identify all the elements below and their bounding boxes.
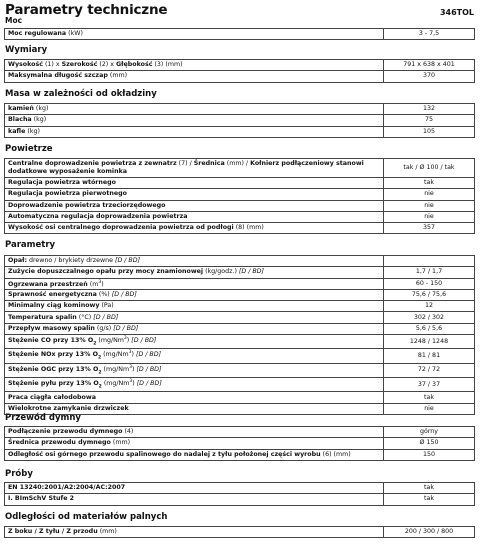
label-segment: ) bbox=[131, 365, 137, 373]
param-value: 5,6 / 5,6 bbox=[384, 323, 475, 334]
param-label bbox=[5, 392, 384, 403]
label-segment: 2 bbox=[98, 384, 102, 390]
label-segment: (2) x bbox=[97, 61, 116, 69]
section-heading-tests: Próby bbox=[5, 469, 33, 479]
label-segment: (mm) bbox=[107, 72, 128, 80]
label-segment: Regulacja powietrza wtórnego bbox=[8, 179, 116, 187]
spec-table-flue bbox=[4, 426, 475, 461]
param-label bbox=[5, 71, 384, 82]
label-segment: Kołnierz podłączeniowy stanowi dodatkowe wyposażenie kominka bbox=[8, 160, 364, 175]
param-label bbox=[5, 349, 384, 363]
label-segment: Minimalny ciąg kominowy bbox=[8, 302, 100, 310]
label-segment: ) bbox=[101, 280, 104, 288]
label-segment: Wysokość bbox=[8, 61, 43, 69]
spec-row bbox=[5, 378, 475, 392]
param-label bbox=[5, 363, 384, 377]
label-segment: Wielokrotne zamykanie drzwiczek bbox=[8, 404, 129, 412]
param-value: 200 / 300 / 800 bbox=[384, 527, 475, 538]
spec-row bbox=[5, 178, 475, 189]
spec-table-clearances bbox=[4, 526, 475, 538]
param-label bbox=[5, 323, 384, 334]
label-segment: [D / BD] bbox=[135, 351, 162, 359]
label-segment: 3 bbox=[128, 350, 132, 356]
param-label bbox=[5, 278, 384, 289]
label-segment: 2 bbox=[93, 341, 97, 347]
label-segment: Moc regulowana bbox=[8, 30, 67, 38]
label-segment: Szerokość bbox=[61, 61, 98, 69]
param-label bbox=[5, 312, 384, 323]
param-value bbox=[384, 256, 475, 267]
spec-table-mass bbox=[4, 103, 475, 138]
label-segment: Doprowadzenie powietrza trzeciorzędowego bbox=[8, 201, 166, 209]
label-segment: (1) x bbox=[42, 61, 62, 69]
param-label bbox=[5, 438, 384, 449]
section-heading-clearances: Odległości od materiałów palnych bbox=[5, 512, 168, 522]
label-segment: (8) (mm) bbox=[233, 224, 264, 232]
param-label bbox=[5, 223, 384, 234]
section-heading-flue: Przewód dymny bbox=[5, 413, 81, 423]
label-segment: 3 bbox=[123, 336, 127, 342]
param-label bbox=[5, 335, 384, 349]
spec-row bbox=[5, 427, 475, 438]
param-value: 3 - 7,5 bbox=[384, 29, 475, 40]
param-value: 81 / 81 bbox=[384, 349, 475, 363]
param-value: 370 bbox=[384, 71, 475, 82]
label-segment: Maksymalna długość szczap bbox=[8, 72, 108, 80]
label-segment: Opał: bbox=[8, 257, 27, 265]
label-segment: (mm) bbox=[97, 528, 117, 536]
param-label bbox=[5, 211, 384, 222]
label-segment: (m bbox=[87, 280, 99, 288]
label-segment: (kg) bbox=[31, 116, 47, 124]
param-label bbox=[5, 256, 384, 267]
label-segment: Stężenie OGC przy 13% O bbox=[8, 365, 99, 373]
label-segment: Praca ciągła całodobowa bbox=[8, 393, 96, 401]
spec-row bbox=[5, 392, 475, 403]
param-value: 12 bbox=[384, 301, 475, 312]
label-segment: [D / BD] bbox=[131, 337, 157, 345]
label-segment: [D / BD] bbox=[136, 380, 162, 388]
spec-row bbox=[5, 200, 475, 211]
label-segment: (Pa) bbox=[99, 302, 114, 310]
spec-row bbox=[5, 363, 475, 377]
param-value: tak bbox=[384, 494, 475, 505]
label-segment: [D / BD] bbox=[93, 313, 119, 321]
param-value: 302 / 302 bbox=[384, 312, 475, 323]
spec-table-dimensions bbox=[4, 59, 475, 83]
spec-row bbox=[5, 71, 475, 82]
label-segment: Automatyczna regulacja doprowadzenia powietrza bbox=[8, 213, 188, 221]
param-label bbox=[5, 189, 384, 200]
label-segment: (mg/Nm bbox=[101, 380, 130, 388]
param-value: 150 bbox=[384, 449, 475, 460]
param-label bbox=[5, 267, 384, 278]
label-segment: Średnica przewodu dymnego bbox=[8, 439, 111, 447]
label-segment: [D / BD] bbox=[136, 365, 162, 373]
label-segment: Regulacja powietrza pierwotnego bbox=[8, 190, 127, 198]
label-segment: Podłączenie przewodu dymnego bbox=[8, 428, 123, 436]
spec-row bbox=[5, 289, 475, 300]
spec-row bbox=[5, 211, 475, 222]
label-segment: Ogrzewana przestrzeń bbox=[8, 280, 88, 288]
label-segment: [D / BD] bbox=[111, 291, 137, 299]
param-value: górny bbox=[384, 427, 475, 438]
param-label bbox=[5, 483, 384, 494]
label-segment: (mm) / bbox=[224, 160, 251, 167]
spec-table-power bbox=[4, 28, 475, 40]
param-label bbox=[5, 200, 384, 211]
label-segment: Przepływ masowy spalin bbox=[8, 324, 95, 332]
label-segment: 3 bbox=[129, 364, 132, 370]
param-value: 75 bbox=[384, 115, 475, 126]
label-segment: (kg/godz.) bbox=[203, 268, 239, 276]
param-value: 357 bbox=[384, 223, 475, 234]
param-value: tak bbox=[384, 483, 475, 494]
label-segment: kamień bbox=[8, 105, 34, 113]
label-segment: (mg/Nm bbox=[101, 365, 130, 373]
label-segment: Z boku / Z tyłu / Z przodu bbox=[8, 528, 98, 536]
spec-row bbox=[5, 126, 475, 137]
param-label bbox=[5, 159, 384, 178]
param-value: nie bbox=[384, 200, 475, 211]
label-segment: (mg/Nm bbox=[101, 351, 129, 359]
label-segment: 3 bbox=[129, 379, 133, 385]
spec-row bbox=[5, 278, 475, 289]
param-label bbox=[5, 60, 384, 71]
section-heading-parameters: Parametry bbox=[5, 240, 56, 250]
spec-table-parameters bbox=[4, 255, 475, 415]
spec-row bbox=[5, 267, 475, 278]
section-heading-mass: Masa w zależności od okładziny bbox=[5, 89, 157, 99]
label-segment: (4) bbox=[122, 428, 134, 436]
spec-row bbox=[5, 312, 475, 323]
param-label bbox=[5, 527, 384, 538]
label-segment: I. BImSchV Stufe 2 bbox=[8, 495, 75, 503]
label-segment: 3 bbox=[98, 279, 102, 285]
spec-row bbox=[5, 159, 475, 178]
param-value: tak / Ø 100 / tak bbox=[384, 159, 475, 178]
label-segment: EN 13240:2001/A2:2004/AC:2007 bbox=[8, 484, 126, 492]
spec-row bbox=[5, 527, 475, 538]
param-value: nie bbox=[384, 211, 475, 222]
label-segment: Centralne doprowadzenie powietrza z zewnatrz bbox=[8, 160, 177, 167]
document-title: Parametry techniczne bbox=[5, 2, 168, 18]
spec-row bbox=[5, 438, 475, 449]
label-segment: Głębokość bbox=[116, 61, 153, 69]
label-segment: Zużycie dopuszczalnego opału przy mocy znamionowej bbox=[8, 268, 204, 276]
spec-row bbox=[5, 483, 475, 494]
section-heading-dimensions: Wymiary bbox=[5, 45, 48, 55]
label-segment: (mg/Nm bbox=[96, 337, 124, 345]
spec-row bbox=[5, 323, 475, 334]
label-segment: (mm) bbox=[110, 439, 131, 447]
param-value: 132 bbox=[384, 104, 475, 115]
param-value: 60 - 150 bbox=[384, 278, 475, 289]
param-value: nie bbox=[384, 189, 475, 200]
spec-row bbox=[5, 449, 475, 460]
spec-row bbox=[5, 301, 475, 312]
section-heading-air: Powietrze bbox=[5, 144, 53, 154]
label-segment: (kg) bbox=[25, 127, 40, 135]
spec-row bbox=[5, 115, 475, 126]
label-segment: Stężenie NOx przy 13% O bbox=[8, 351, 98, 359]
param-value: 37 / 37 bbox=[384, 378, 475, 392]
label-segment: kafle bbox=[8, 127, 26, 135]
label-segment: Średnica bbox=[193, 160, 225, 167]
param-label bbox=[5, 104, 384, 115]
spec-row bbox=[5, 223, 475, 234]
label-segment: Odległość osi górnego przewodu spalinowego do nadalej z tyłu położonej części wyrobu bbox=[8, 450, 321, 458]
label-segment: [D / BD] bbox=[114, 257, 141, 265]
param-value: nie bbox=[384, 403, 475, 414]
document-subtitle: Moc bbox=[5, 16, 23, 25]
spec-row bbox=[5, 349, 475, 363]
label-segment: Stężenie pyłu przy 13% O bbox=[8, 380, 99, 388]
label-segment: Temperatura spalin bbox=[8, 313, 77, 321]
spec-table-air bbox=[4, 158, 475, 234]
label-segment: (3) (mm) bbox=[152, 61, 183, 69]
label-segment: (kW) bbox=[66, 30, 83, 38]
label-segment: (%) bbox=[96, 291, 112, 299]
spec-row bbox=[5, 60, 475, 71]
param-label bbox=[5, 289, 384, 300]
model-code: 346TOL bbox=[439, 8, 474, 17]
label-segment: (kg) bbox=[33, 105, 49, 113]
spec-row bbox=[5, 494, 475, 505]
param-value: 105 bbox=[384, 126, 475, 137]
param-value: 791 x 638 x 401 bbox=[384, 60, 475, 71]
label-segment: ) bbox=[132, 380, 137, 388]
param-label bbox=[5, 178, 384, 189]
label-segment: (g/s) bbox=[94, 324, 114, 332]
label-segment: Sprawność energetyczna bbox=[8, 291, 97, 299]
label-segment: ) bbox=[131, 351, 136, 359]
param-value: tak bbox=[384, 178, 475, 189]
label-segment: [D / BD] bbox=[238, 268, 264, 276]
param-value: tak bbox=[384, 392, 475, 403]
spec-row bbox=[5, 104, 475, 115]
param-value: 1,7 / 1,7 bbox=[384, 267, 475, 278]
label-segment: ) bbox=[126, 337, 132, 345]
label-segment: Stężenie CO przy 13% O bbox=[8, 337, 94, 345]
label-segment: 2 bbox=[97, 355, 102, 361]
label-segment: [D / BD] bbox=[113, 324, 139, 332]
param-label bbox=[5, 29, 384, 40]
label-segment: 2 bbox=[98, 370, 102, 376]
spec-row bbox=[5, 189, 475, 200]
param-value: 1248 / 1248 bbox=[384, 335, 475, 349]
spec-table-tests bbox=[4, 482, 475, 506]
label-segment: (7) / bbox=[176, 160, 194, 167]
param-label bbox=[5, 427, 384, 438]
param-label bbox=[5, 301, 384, 312]
spec-row bbox=[5, 256, 475, 267]
label-segment: drewno / brykiety drzewne bbox=[26, 257, 115, 265]
param-label bbox=[5, 115, 384, 126]
param-value: 72 / 72 bbox=[384, 363, 475, 377]
param-value: 75,6 / 75,6 bbox=[384, 289, 475, 300]
spec-row bbox=[5, 29, 475, 40]
spec-row bbox=[5, 335, 475, 349]
param-label bbox=[5, 494, 384, 505]
param-label bbox=[5, 449, 384, 460]
label-segment: Wysokość osi centralnego doprowadzenia powietrza od podłogi bbox=[8, 224, 234, 232]
param-label bbox=[5, 126, 384, 137]
param-value: Ø 150 bbox=[384, 438, 475, 449]
label-segment: Blacha bbox=[8, 116, 32, 124]
param-label bbox=[5, 378, 384, 392]
label-segment: (6) (mm) bbox=[320, 450, 351, 458]
label-segment: (°C) bbox=[76, 313, 94, 321]
